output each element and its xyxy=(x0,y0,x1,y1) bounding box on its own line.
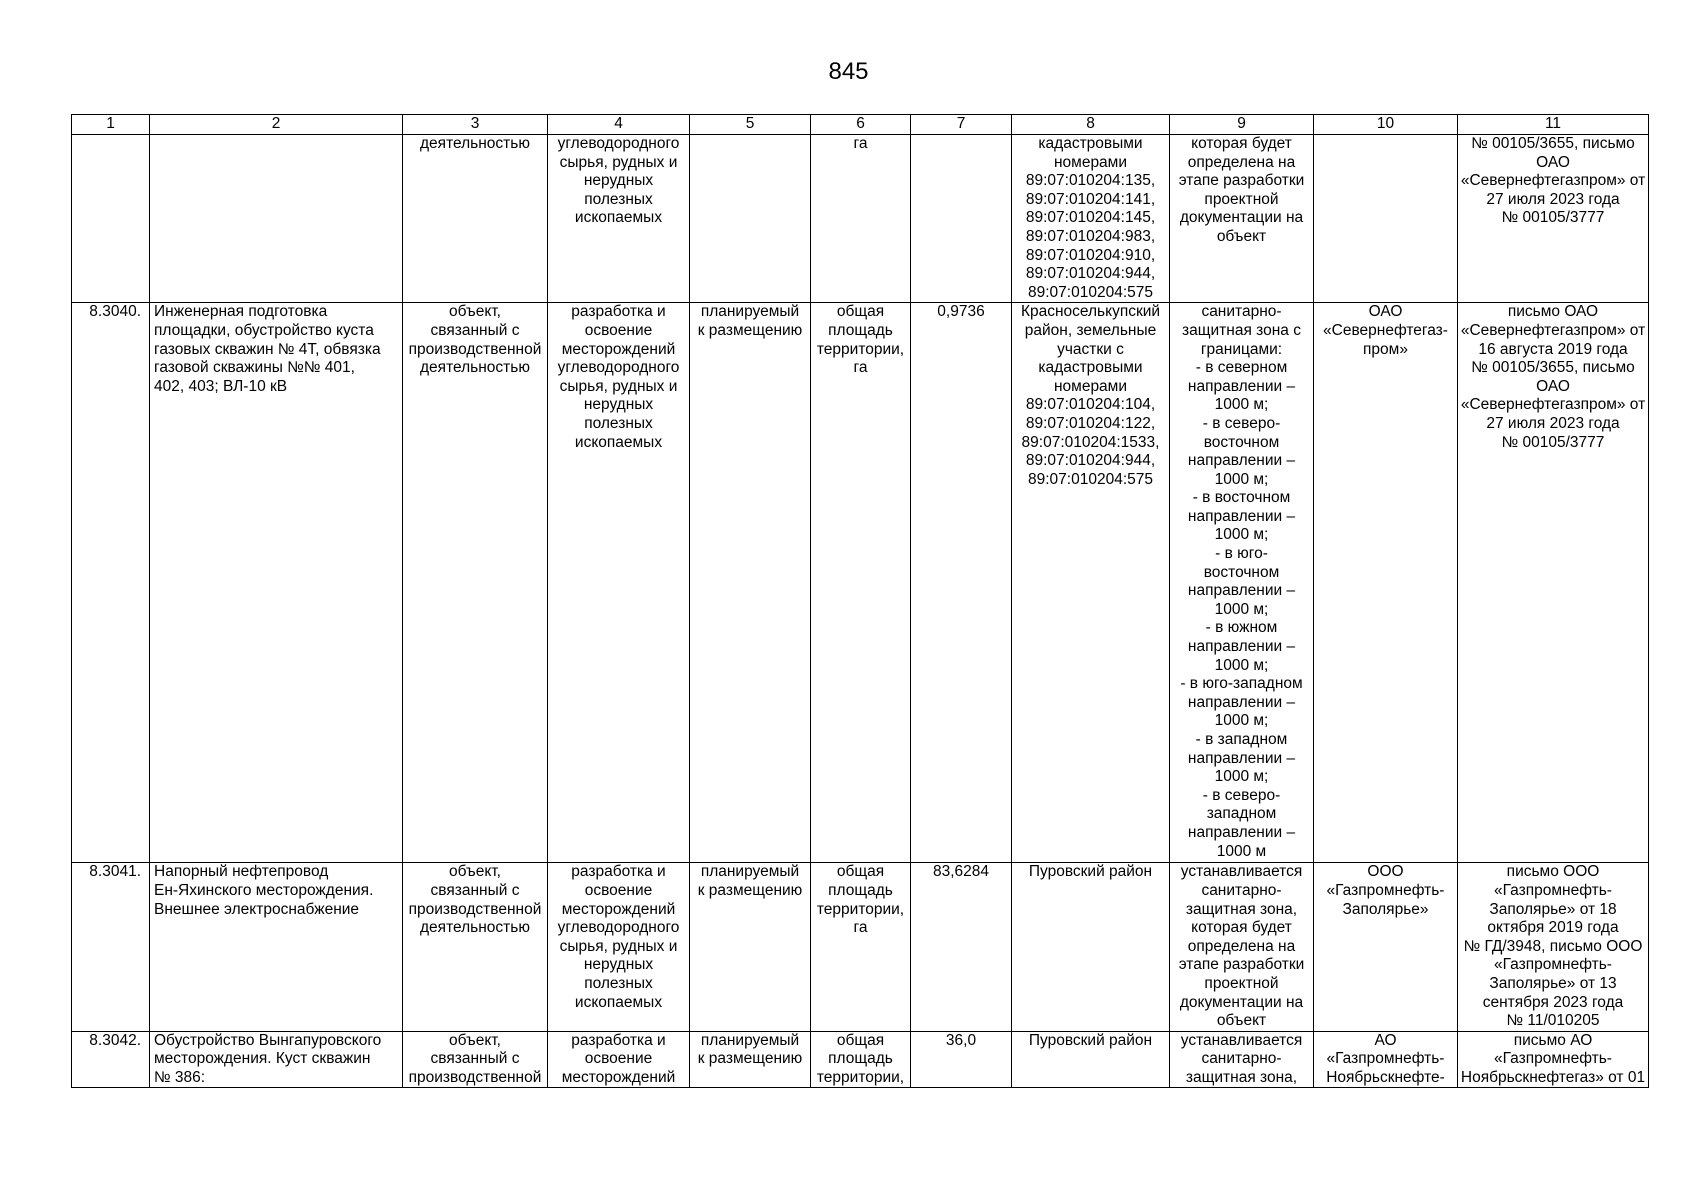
object-name-cell: Напорный нефтепровод Ен-Яхинского месторождения. Внешнее электроснабжение xyxy=(150,863,403,1031)
owner-cell xyxy=(1314,135,1458,303)
location-cell: Пуровский район xyxy=(1012,1031,1170,1088)
characteristic-cell: общая площадь территории, га xyxy=(811,303,911,863)
value-cell: 83,6284 xyxy=(911,863,1012,1031)
column-number-cell: 8 xyxy=(1012,115,1170,135)
object-name-cell: Обустройство Вынгапуровского месторождения. Куст скважин № 386: xyxy=(150,1031,403,1088)
zone-cell: устанавливается санитарно- защитная зона, которая будет определена на этапе разработки проектной документации на объект xyxy=(1170,863,1314,1031)
basis-cell: № 00105/3655, письмо ОАО «Севернефтегазпром» от 27 июля 2023 года № 00105/3777 xyxy=(1458,135,1649,303)
column-number-cell: 4 xyxy=(548,115,690,135)
purpose-cell: разработка и освоение месторождений углеводородного сырья, рудных и нерудных полезных ископаемых xyxy=(548,303,690,863)
owner-cell: АО «Газпромнефть- Ноябрьскнефте- xyxy=(1314,1031,1458,1088)
column-number-row xyxy=(72,115,1649,135)
column-number-cell: 7 xyxy=(911,115,1012,135)
location-cell: Пуровский район xyxy=(1012,863,1170,1031)
zone-cell: санитарно- защитная зона с границами: - в северном направлении – 1000 м; - в северо- восточном направлении – 1000 м; - в восточном направлении – 1000 м; - в юго- восточном направлении – 1000 м; - в южном направлении – 1000 м; - в юго-западном направлении – 1000 м; - в западном направлении – 1000 м; - в северо- западном направлении – 1000 м xyxy=(1170,303,1314,863)
column-number-cell: 10 xyxy=(1314,115,1458,135)
objects-table xyxy=(71,114,1649,1088)
object-name-cell: Инженерная подготовка площадки, обустройство куста газовых скважин № 4Т, обвязка газовой скважины №№ 401, 402, 403; ВЛ-10 кВ xyxy=(150,303,403,863)
object-type-cell: объект, связанный с производственной деятельностью xyxy=(403,303,548,863)
value-cell xyxy=(911,135,1012,303)
table-row xyxy=(72,863,1649,1031)
row-number-cell: 8.3041. xyxy=(72,863,150,1031)
status-cell: планируемый к размещению xyxy=(690,303,811,863)
characteristic-cell: га xyxy=(811,135,911,303)
owner-cell: ОАО «Севернефтегаз- пром» xyxy=(1314,303,1458,863)
zone-cell: устанавливается санитарно- защитная зона, xyxy=(1170,1031,1314,1088)
basis-cell: письмо ОАО «Севернефтегазпром» от 16 августа 2019 года № 00105/3655, письмо ОАО «Севернефтегазпром» от 27 июля 2023 года № 00105/3777 xyxy=(1458,303,1649,863)
column-number-cell: 9 xyxy=(1170,115,1314,135)
zone-cell: которая будет определена на этапе разработки проектной документации на объект xyxy=(1170,135,1314,303)
object-type-cell: деятельностью xyxy=(403,135,548,303)
column-number-cell: 3 xyxy=(403,115,548,135)
column-number-cell: 5 xyxy=(690,115,811,135)
table-row xyxy=(72,1031,1649,1088)
characteristic-cell: общая площадь территории, xyxy=(811,1031,911,1088)
characteristic-cell: общая площадь территории, га xyxy=(811,863,911,1031)
owner-cell: ООО «Газпромнефть- Заполярье» xyxy=(1314,863,1458,1031)
column-number-cell: 6 xyxy=(811,115,911,135)
row-number-cell xyxy=(72,135,150,303)
purpose-cell: разработка и освоение месторождений xyxy=(548,1031,690,1088)
object-type-cell: объект, связанный с производственной деятельностью xyxy=(403,863,548,1031)
status-cell: планируемый к размещению xyxy=(690,1031,811,1088)
object-name-cell xyxy=(150,135,403,303)
status-cell: планируемый к размещению xyxy=(690,863,811,1031)
purpose-cell: разработка и освоение месторождений углеводородного сырья, рудных и нерудных полезных ископаемых xyxy=(548,863,690,1031)
page-number: 845 xyxy=(828,58,869,85)
location-cell: Красноселькупский район, земельные участки с кадастровыми номерами 89:07:010204:104, 89:07:010204:122, 89:07:010204:1533, 89:07:010204:944, 89:07:010204:575 xyxy=(1012,303,1170,863)
location-cell: кадастровыми номерами 89:07:010204:135, 89:07:010204:141, 89:07:010204:145, 89:07:010204:983, 89:07:010204:910, 89:07:010204:944, 89:07:010204:575 xyxy=(1012,135,1170,303)
value-cell: 36,0 xyxy=(911,1031,1012,1088)
table-row xyxy=(72,135,1649,303)
basis-cell: письмо ООО «Газпромнефть- Заполярье» от 18 октября 2019 года № ГД/3948, письмо ООО «Газпромнефть- Заполярье» от 13 сентября 2023 года № 11/010205 xyxy=(1458,863,1649,1031)
row-number-cell: 8.3040. xyxy=(72,303,150,863)
value-cell: 0,9736 xyxy=(911,303,1012,863)
basis-cell: письмо АО «Газпромнефть- Ноябрьскнефтегаз» от 01 xyxy=(1458,1031,1649,1088)
object-type-cell: объект, связанный с производственной xyxy=(403,1031,548,1088)
table-row xyxy=(72,303,1649,863)
status-cell xyxy=(690,135,811,303)
column-number-cell: 11 xyxy=(1458,115,1649,135)
row-number-cell: 8.3042. xyxy=(72,1031,150,1088)
column-number-cell: 2 xyxy=(150,115,403,135)
purpose-cell: углеводородного сырья, рудных и нерудных полезных ископаемых xyxy=(548,135,690,303)
column-number-cell: 1 xyxy=(72,115,150,135)
